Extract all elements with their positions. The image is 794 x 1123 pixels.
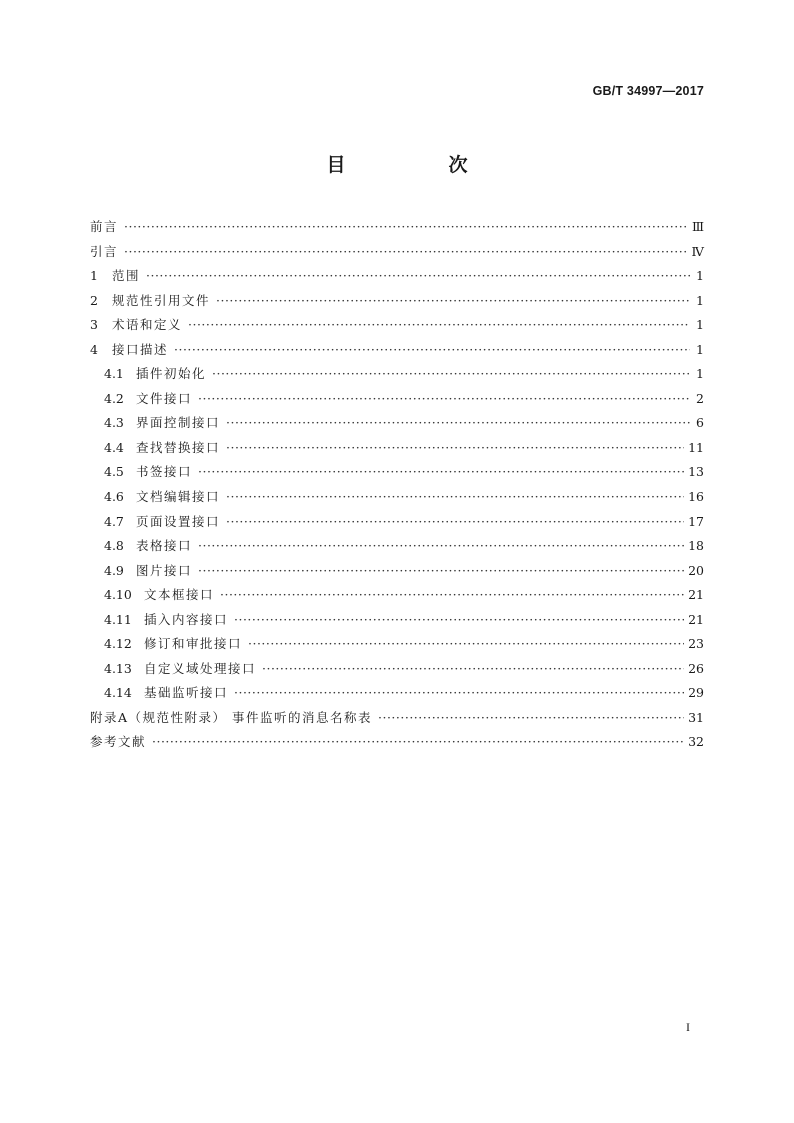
toc-entry-4-9[interactable]	[90, 559, 704, 584]
toc-page-number: 2	[696, 390, 704, 406]
toc-entry-bibliography[interactable]	[90, 730, 704, 755]
toc-entry-number: 4.5	[104, 464, 124, 480]
toc-entry-4-5[interactable]	[90, 460, 704, 485]
leader-dots	[198, 387, 690, 412]
toc-page-number: 11	[688, 439, 704, 455]
leader-dots	[220, 583, 684, 608]
toc-page-number: 1	[696, 268, 704, 284]
leader-dots	[198, 534, 684, 559]
toc-page-number: 1	[696, 317, 704, 333]
toc-entry-title: 规范性引用文件	[112, 292, 211, 308]
toc-entry-3[interactable]	[90, 313, 704, 338]
toc-page-number: 29	[688, 685, 704, 701]
leader-dots	[146, 264, 690, 289]
page-title: 目 次	[326, 154, 510, 176]
toc-entry-number: 4.13	[104, 660, 132, 676]
toc-entry-number: 2	[90, 292, 98, 308]
leader-dots	[124, 215, 688, 240]
toc-page-number: 1	[696, 341, 704, 357]
toc-entry-4-10[interactable]	[90, 583, 704, 608]
toc-entry-title: 修订和审批接口	[144, 636, 243, 652]
toc-page-number: Ⅲ	[691, 219, 704, 234]
toc-entry-number: 4.6	[104, 489, 124, 505]
leader-dots	[212, 362, 690, 387]
toc-entry-title: 查找替换接口	[136, 439, 221, 455]
toc-entry-title: 基础监听接口	[144, 685, 229, 701]
toc-entry-4-6[interactable]	[90, 485, 704, 510]
toc-page-number: 13	[688, 464, 704, 480]
leader-dots	[216, 289, 690, 314]
toc-entry-title: 术语和定义	[112, 317, 183, 333]
toc-entry-4-3[interactable]	[90, 411, 704, 436]
toc-entry-number: 4.12	[104, 636, 132, 652]
toc-entry-number: 4.7	[104, 513, 124, 529]
leader-dots	[198, 460, 684, 485]
leader-dots	[248, 632, 684, 657]
toc-entry-title: 界面控制接口	[136, 415, 221, 431]
toc-page-number: 16	[688, 489, 704, 505]
toc-entry-title: 文档编辑接口	[136, 489, 221, 505]
standard-code: GB/T 34997—2017	[592, 84, 704, 98]
toc-entry-4-8[interactable]	[90, 534, 704, 559]
toc-page-number: Ⅳ	[691, 243, 704, 259]
toc-page-number: 21	[688, 611, 704, 627]
toc-page-number: 18	[688, 538, 704, 554]
toc-entry-foreword[interactable]	[90, 215, 704, 240]
toc-entry-4-12[interactable]	[90, 632, 704, 657]
toc-entry-number: 1	[90, 268, 98, 284]
toc-entry-4-2[interactable]	[90, 387, 704, 412]
toc-entry-number: 4.1	[104, 366, 124, 382]
toc-page-number: 20	[688, 562, 704, 578]
toc-entry-title: 表格接口	[136, 538, 193, 554]
toc-entry-appendix-a[interactable]	[90, 706, 704, 731]
leader-dots	[188, 313, 690, 338]
leader-dots	[152, 730, 684, 755]
toc-entry-number: 4.2	[104, 390, 124, 406]
toc-entry-title: 附录A（规范性附录） 事件监听的消息名称表	[90, 709, 373, 725]
leader-dots	[226, 485, 684, 510]
toc-page-number: 6	[696, 415, 704, 431]
toc-entry-number: 4.3	[104, 415, 124, 431]
leader-dots	[262, 657, 684, 682]
toc-entry-title: 前言	[90, 219, 119, 234]
toc-entry-number: 3	[90, 317, 98, 333]
toc-entry-number: 4.11	[104, 611, 132, 627]
toc-entry-number: 4.9	[104, 562, 124, 578]
toc-entry-title: 自定义域处理接口	[144, 660, 257, 676]
leader-dots	[226, 436, 684, 461]
toc-entry-title: 文件接口	[136, 390, 193, 406]
leader-dots	[174, 338, 690, 363]
table-of-contents	[90, 215, 704, 755]
toc-page-number: 1	[696, 366, 704, 382]
toc-entry-number: 4.10	[104, 587, 132, 603]
toc-page-number: 23	[688, 636, 704, 652]
toc-entry-title: 书签接口	[136, 464, 193, 480]
toc-entry-title: 页面设置接口	[136, 513, 221, 529]
page-folio: I	[686, 1020, 690, 1034]
toc-entry-number: 4.8	[104, 538, 124, 554]
toc-entry-introduction[interactable]	[90, 240, 704, 265]
toc-entry-title: 插入内容接口	[144, 611, 229, 627]
toc-page-number: 31	[688, 709, 704, 725]
toc-entry-title: 插件初始化	[136, 366, 207, 382]
toc-entry-4-4[interactable]	[90, 436, 704, 461]
toc-entry-4-11[interactable]	[90, 608, 704, 633]
toc-entry-4-14[interactable]	[90, 681, 704, 706]
toc-page-number: 17	[688, 513, 704, 529]
toc-page-number: 1	[696, 292, 704, 308]
toc-entry-4-13[interactable]	[90, 657, 704, 682]
toc-entry-4-7[interactable]	[90, 510, 704, 535]
leader-dots	[378, 706, 684, 731]
toc-entry-title: 范围	[112, 268, 141, 284]
toc-entry-title: 接口描述	[112, 341, 169, 357]
toc-entry-1[interactable]	[90, 264, 704, 289]
leader-dots	[198, 559, 684, 584]
leader-dots	[234, 681, 684, 706]
toc-entry-title: 参考文献	[90, 734, 147, 750]
leader-dots	[124, 240, 687, 265]
toc-entry-number: 4.4	[104, 439, 124, 455]
toc-page-number: 26	[688, 660, 704, 676]
leader-dots	[234, 608, 684, 633]
toc-entry-title: 图片接口	[136, 562, 193, 578]
toc-entry-number: 4	[90, 341, 98, 357]
toc-entry-4[interactable]	[90, 338, 704, 363]
toc-entry-number: 4.14	[104, 685, 132, 701]
toc-page-number: 21	[688, 587, 704, 603]
leader-dots	[226, 510, 684, 535]
leader-dots	[226, 411, 690, 436]
toc-entry-title: 引言	[90, 243, 119, 259]
toc-entry-2[interactable]	[90, 289, 704, 314]
toc-page-number: 32	[688, 734, 704, 750]
toc-entry-title: 文本框接口	[144, 587, 215, 603]
toc-entry-4-1[interactable]	[90, 362, 704, 387]
